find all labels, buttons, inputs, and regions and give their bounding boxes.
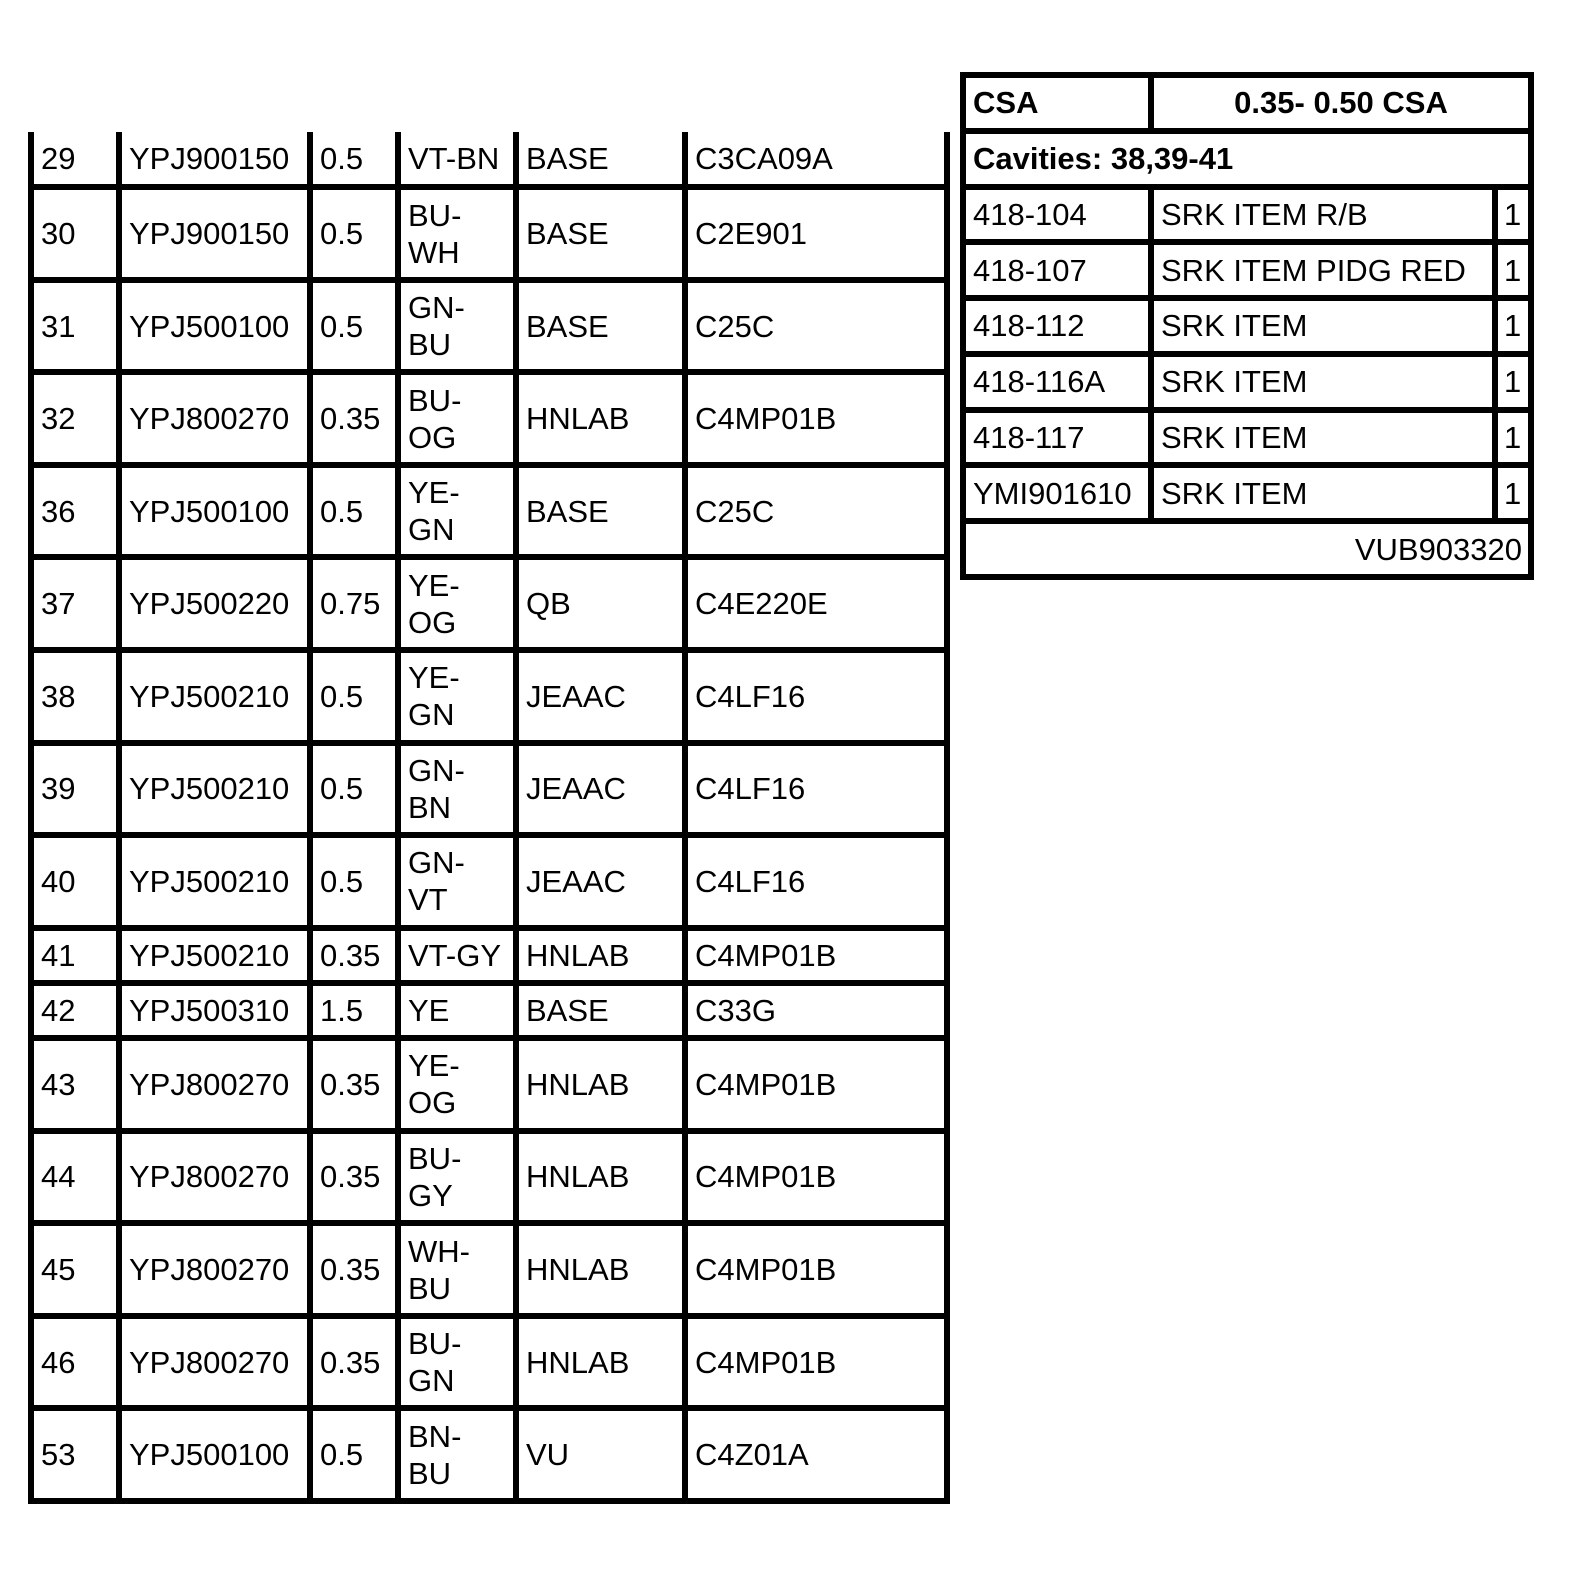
terminal-code-cell: C25C: [685, 280, 947, 373]
terminal-code-cell: C4MP01B: [685, 372, 947, 465]
cavity-cell: 46: [31, 1316, 119, 1409]
table-row: [31, 1223, 947, 1316]
csa-cell: 0.75: [310, 557, 398, 650]
cavity-cell: 36: [31, 465, 119, 558]
csa-cell: 0.5: [310, 835, 398, 928]
csa-item-row: [963, 410, 1531, 466]
wire-table-body: [31, 132, 947, 1501]
csa-item-row: [963, 187, 1531, 243]
csa-part-cell: 418-112: [963, 298, 1151, 354]
part-number-cell: YPJ500100: [119, 465, 310, 558]
csa-part-cell: 418-116A: [963, 354, 1151, 410]
wire-color-cell: BU- OG: [398, 372, 516, 465]
wire-color-cell: BU- GY: [398, 1131, 516, 1224]
terminal-code-cell: C4MP01B: [685, 1131, 947, 1224]
cavity-cell: 45: [31, 1223, 119, 1316]
part-number-cell: YPJ800270: [119, 1038, 310, 1131]
csa-cell: 0.5: [310, 280, 398, 373]
terminal-type-cell: BASE: [516, 132, 685, 187]
terminal-code-cell: C4MP01B: [685, 1316, 947, 1409]
wire-color-cell: VT-BN: [398, 132, 516, 187]
terminal-code-cell: C33G: [685, 983, 947, 1038]
part-number-cell: YPJ500210: [119, 743, 310, 836]
part-number-cell: YPJ800270: [119, 1131, 310, 1224]
csa-cell: 0.35: [310, 1131, 398, 1224]
csa-qty-cell: 1: [1495, 465, 1531, 521]
csa-cell: 1.5: [310, 983, 398, 1038]
terminal-type-cell: VU: [516, 1408, 685, 1501]
terminal-type-cell: HNLAB: [516, 1223, 685, 1316]
csa-label: CSA: [963, 75, 1151, 131]
table-row: [31, 983, 947, 1038]
csa-description-cell: SRK ITEM: [1151, 298, 1495, 354]
part-number-cell: YPJ800270: [119, 372, 310, 465]
csa-item-row: [963, 242, 1531, 298]
csa-footer-row: [963, 521, 1531, 577]
terminal-code-cell: C4Z01A: [685, 1408, 947, 1501]
part-number-cell: YPJ500210: [119, 928, 310, 983]
csa-item-row: [963, 298, 1531, 354]
cavity-cell: 37: [31, 557, 119, 650]
wire-color-cell: YE- GN: [398, 465, 516, 558]
csa-qty-cell: 1: [1495, 242, 1531, 298]
terminal-type-cell: BASE: [516, 187, 685, 280]
part-number-cell: YPJ500210: [119, 835, 310, 928]
wire-table: [28, 132, 950, 1504]
part-number-cell: YPJ900150: [119, 132, 310, 187]
table-row: [31, 650, 947, 743]
cavity-cell: 31: [31, 280, 119, 373]
terminal-code-cell: C4LF16: [685, 743, 947, 836]
table-row: [31, 928, 947, 983]
csa-cell: 0.5: [310, 1408, 398, 1501]
csa-description-cell: SRK ITEM R/B: [1151, 187, 1495, 243]
terminal-code-cell: C4MP01B: [685, 1038, 947, 1131]
wire-color-cell: GN- VT: [398, 835, 516, 928]
table-row: [31, 1038, 947, 1131]
cavity-cell: 32: [31, 372, 119, 465]
csa-qty-cell: 1: [1495, 187, 1531, 243]
csa-table: [960, 72, 1534, 580]
terminal-code-cell: C2E901: [685, 187, 947, 280]
wire-color-cell: BN- BU: [398, 1408, 516, 1501]
cavity-cell: 39: [31, 743, 119, 836]
csa-cavities-row: [963, 131, 1531, 187]
csa-qty-cell: 1: [1495, 410, 1531, 466]
csa-item-row: [963, 354, 1531, 410]
csa-description-cell: SRK ITEM: [1151, 354, 1495, 410]
part-number-cell: YPJ500100: [119, 1408, 310, 1501]
terminal-type-cell: HNLAB: [516, 1316, 685, 1409]
csa-description-cell: SRK ITEM: [1151, 465, 1495, 521]
terminal-type-cell: HNLAB: [516, 1038, 685, 1131]
table-row: [31, 743, 947, 836]
part-number-cell: YPJ500220: [119, 557, 310, 650]
wire-color-cell: WH- BU: [398, 1223, 516, 1316]
csa-cavities: Cavities: 38,39-41: [963, 131, 1531, 187]
part-number-cell: YPJ900150: [119, 187, 310, 280]
terminal-type-cell: JEAAC: [516, 743, 685, 836]
csa-header-row: [963, 75, 1531, 131]
wire-color-cell: YE- GN: [398, 650, 516, 743]
part-number-cell: YPJ500100: [119, 280, 310, 373]
terminal-type-cell: JEAAC: [516, 650, 685, 743]
table-row: [31, 280, 947, 373]
table-row: [31, 1408, 947, 1501]
wire-color-cell: GN- BN: [398, 743, 516, 836]
cavity-cell: 38: [31, 650, 119, 743]
cavity-cell: 29: [31, 132, 119, 187]
csa-cell: 0.35: [310, 372, 398, 465]
cavity-cell: 53: [31, 1408, 119, 1501]
csa-part-cell: 418-117: [963, 410, 1151, 466]
terminal-type-cell: HNLAB: [516, 1131, 685, 1224]
table-row: [31, 1131, 947, 1224]
csa-cell: 0.35: [310, 1316, 398, 1409]
terminal-type-cell: JEAAC: [516, 835, 685, 928]
wire-color-cell: GN- BU: [398, 280, 516, 373]
csa-cell: 0.5: [310, 187, 398, 280]
terminal-type-cell: HNLAB: [516, 928, 685, 983]
csa-footer-code: VUB903320: [963, 521, 1531, 577]
csa-cell: 0.5: [310, 650, 398, 743]
csa-cell: 0.35: [310, 1223, 398, 1316]
wire-color-cell: YE- OG: [398, 557, 516, 650]
csa-cell: 0.5: [310, 743, 398, 836]
wire-color-cell: YE- OG: [398, 1038, 516, 1131]
part-number-cell: YPJ800270: [119, 1223, 310, 1316]
terminal-type-cell: QB: [516, 557, 685, 650]
cavity-cell: 41: [31, 928, 119, 983]
cavity-cell: 30: [31, 187, 119, 280]
terminal-code-cell: C3CA09A: [685, 132, 947, 187]
terminal-type-cell: BASE: [516, 983, 685, 1038]
table-row: [31, 557, 947, 650]
cavity-cell: 42: [31, 983, 119, 1038]
csa-part-cell: 418-107: [963, 242, 1151, 298]
table-row: [31, 187, 947, 280]
terminal-type-cell: BASE: [516, 280, 685, 373]
terminal-code-cell: C4LF16: [685, 835, 947, 928]
terminal-code-cell: C4MP01B: [685, 928, 947, 983]
table-row: [31, 372, 947, 465]
part-number-cell: YPJ500310: [119, 983, 310, 1038]
wire-color-cell: BU- GN: [398, 1316, 516, 1409]
csa-description-cell: SRK ITEM: [1151, 410, 1495, 466]
csa-qty-cell: 1: [1495, 298, 1531, 354]
table-row: [31, 1316, 947, 1409]
part-number-cell: YPJ800270: [119, 1316, 310, 1409]
wire-color-cell: VT-GY: [398, 928, 516, 983]
terminal-type-cell: BASE: [516, 465, 685, 558]
cavity-cell: 43: [31, 1038, 119, 1131]
terminal-code-cell: C4MP01B: [685, 1223, 947, 1316]
terminal-code-cell: C4LF16: [685, 650, 947, 743]
csa-table-body: [963, 75, 1531, 577]
csa-cell: 0.35: [310, 1038, 398, 1131]
terminal-code-cell: C25C: [685, 465, 947, 558]
csa-cell: 0.5: [310, 132, 398, 187]
part-number-cell: YPJ500210: [119, 650, 310, 743]
cavity-cell: 40: [31, 835, 119, 928]
terminal-code-cell: C4E220E: [685, 557, 947, 650]
csa-qty-cell: 1: [1495, 354, 1531, 410]
cavity-cell: 44: [31, 1131, 119, 1224]
wire-color-cell: YE: [398, 983, 516, 1038]
csa-part-cell: 418-104: [963, 187, 1151, 243]
table-row: [31, 465, 947, 558]
terminal-type-cell: HNLAB: [516, 372, 685, 465]
table-row: [31, 132, 947, 187]
csa-cell: 0.5: [310, 465, 398, 558]
csa-part-cell: YMI901610: [963, 465, 1151, 521]
wire-color-cell: BU- WH: [398, 187, 516, 280]
table-row: [31, 835, 947, 928]
csa-description-cell: SRK ITEM PIDG RED: [1151, 242, 1495, 298]
csa-range: 0.35- 0.50 CSA: [1151, 75, 1531, 131]
csa-item-row: [963, 465, 1531, 521]
csa-cell: 0.35: [310, 928, 398, 983]
